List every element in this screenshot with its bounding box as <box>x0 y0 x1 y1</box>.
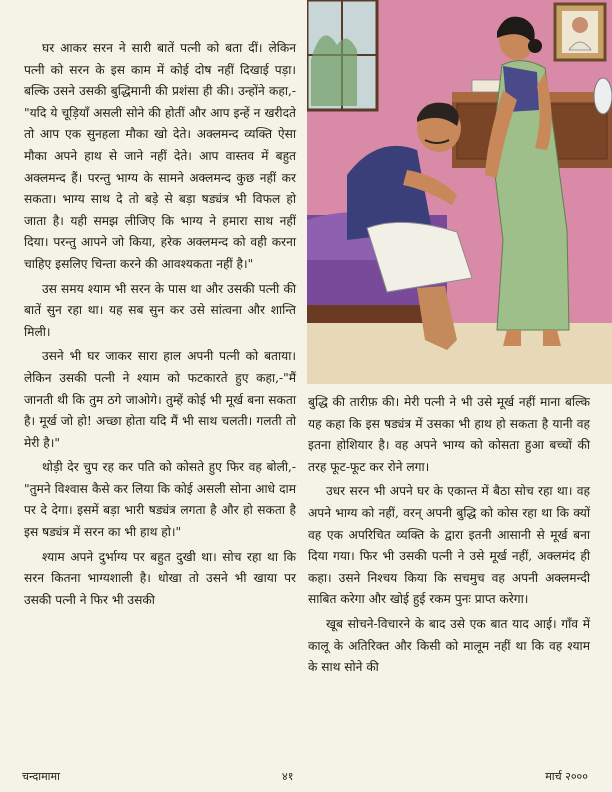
paragraph: उसने भी घर जाकर सारा हाल अपनी पत्नी को बताया। लेकिन उसकी पत्नी ने श्याम को फटकारते हुए कहा,-"मैं जानती थी कि तुम ठगे जाओगे। तुम्हें कोई भी मूर्ख बना सकता है। मूर्ख जो हो! अच्छा होता यदि मैं भी साथ चलती। गलती तो मेरी है।" <box>24 349 296 450</box>
paragraph: बुद्धि की तारीफ़ की। मेरी पत्नी ने भी उसे मूर्ख नहीं माना बल्कि यह कहा कि इस षड्यंत्र में उसका भी हाथ हो सकता है यानी वह इतना होशियार है। वह अपने भाग्य को कोसता हुआ बच्चों की तरह फूट-फूट कर रोने लगा। <box>308 395 590 474</box>
paragraph: घर आकर सरन ने सारी बातें पत्नी को बता दीं। लेकिन पत्नी को सरन के इस काम में कोई दोष नहीं दिखाई पड़ा। बल्कि उसने उसकी बुद्धिमानी की प्रशंसा ही की। उन्होंने कहा,-"यदि ये चूड़ियाँ असली सोने की होतीं और आप इन्हें न खरीदते तो आप एक सुनहला मौका खो देते। अक्लमन्द व्यक्ति ऐसा मौका अपने हाथ से जाने नहीं देते। आप वास्तव में बहुत अक्लमन्द हैं। परन्तु भाग्य के सामने अक्लमन्द कुछ नहीं कर सकता। भाग्य साथ दे तो बड़े से बड़ा षड्यंत्र भी विफल हो जाता है। यही समझ लीजिए कि भाग्य ने हमारा साथ नहीं दिया। परन्तु आपने जो किया, हरेक अक्लमन्द को वही करना चाहिए इसलिए चिन्ता करने की आवश्यकता नहीं है।" <box>24 41 296 271</box>
paragraph: उधर सरन भी अपने घर के एकान्त में बैठा सोच रहा था। वह अपने भाग्य को नहीं, वरन् अपनी बुद्धि को कोस रहा था कि क्यों वह एक अपरिचित व्यक्ति के द्वारा इतनी आसानी से मूर्ख बना दिया गया। फिर भी उसकी पत्नी ने उसे मूर्ख नहीं, अक्लमंद ही कहा। उसने निश्चय किया कि सचमुच वह अपनी अक्लमन्दी साबित करेगा और खोई हुई रकम पुनः प्राप्त करेगा। <box>308 484 590 607</box>
left-text-column <box>24 38 296 611</box>
floor <box>307 323 612 384</box>
page-number: ४१ <box>282 770 294 783</box>
story-illustration <box>307 0 612 384</box>
paragraph: श्याम अपने दुर्भाग्य पर बहुत दुखी था। सोच रहा था कि सरन कितना भाग्यशाली है। धोखा तो उसने भी खाया पर उसकी पत्नी ने फिर भी उसकी <box>24 549 296 607</box>
paragraph: उस समय श्याम भी सरन के पास था और उसकी पत्नी की बातें सुन रहा था। यह सब सुन कर उसे सांत्वना और शान्ति मिली। <box>24 281 296 339</box>
magazine-name: चन्दामामा <box>22 770 60 783</box>
right-text-column <box>308 392 590 679</box>
issue-date: मार्च २००० <box>545 770 588 783</box>
paragraph: खूब सोचने-विचारने के बाद उसे एक बात याद आई। गाँव में कालू के अतिरिक्त और किसी को मालूम नहीं था कि वह श्याम के साथ सोने की <box>308 616 590 675</box>
paragraph: थोड़ी देर चुप रह कर पति को कोसते हुए फिर वह बोली,-"तुमने विश्वास कैसे कर लिया कि कोई असली सोना आधे दाम पर दे देगा। इसमें बड़ा भारी षड्यंत्र लगता है और हो सकता है इस षड्यंत्र में सरन का भी हाथ हो।" <box>24 460 296 540</box>
